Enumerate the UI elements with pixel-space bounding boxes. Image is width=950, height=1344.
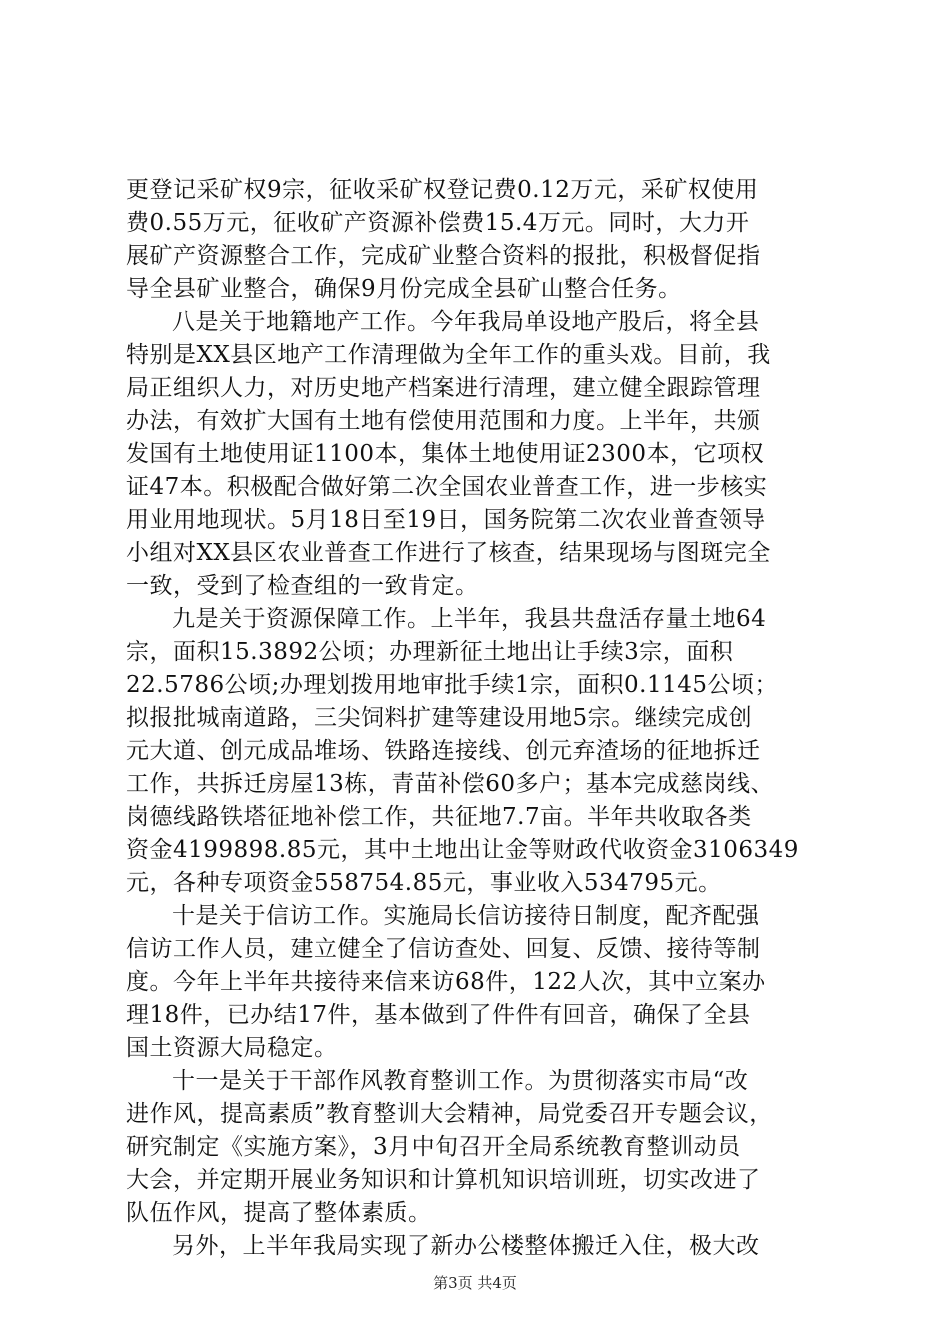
text-line: 九是关于资源保障工作。上半年，我县共盘活存量土地64 — [172, 606, 767, 632]
page-footer: 第3页 共4页 — [433, 1274, 517, 1292]
text-line: 局正组织人力，对历史地产档案进行清理，建立健全跟踪管理 — [126, 375, 761, 401]
text-line: 八是关于地籍地产工作。今年我局单设地产股后，将全县 — [172, 309, 760, 335]
text-line: 岗德线路铁塔征地补偿工作，共征地7.7亩。半年共收取各类 — [126, 804, 752, 830]
text-line: 进作风，提高素质”教育整训大会精神，局党委召开专题会议， — [126, 1101, 773, 1127]
text-line: 十一是关于干部作风教育整训工作。为贯彻落实市局“改 — [172, 1068, 749, 1094]
text-line: 一致，受到了检查组的一致肯定。 — [126, 573, 479, 599]
text-line: 信访工作人员，建立健全了信访查处、回复、反馈、接待等制 — [126, 936, 761, 962]
text-line: 工作，共拆迁房屋13栋，青苗补偿60多户；基本完成慈岗线、 — [126, 771, 775, 797]
text-line: 小组对XX县区农业普查工作进行了核查，结果现场与图斑完全 — [126, 540, 771, 566]
text-line: 另外，上半年我局实现了新办公楼整体搬迁入住，极大改 — [172, 1233, 760, 1259]
text-line: 理18件，已办结17件，基本做到了件件有回音，确保了全县 — [126, 1002, 751, 1028]
text-line: 宗，面积15.3892公顷；办理新征土地出让手续3宗，面积 — [126, 639, 734, 665]
text-line: 更登记采矿权9宗，征收采矿权登记费0.12万元，采矿权使用 — [126, 177, 759, 203]
text-line: 22.5786公顷;办理划拨用地审批手续1宗，面积0.1145公顷； — [126, 672, 778, 698]
text-line: 队伍作风，提高了整体素质。 — [126, 1200, 432, 1226]
text-line: 研究制定《实施方案》，3月中旬召开全局系统教育整训动员 — [126, 1134, 741, 1160]
text-line: 国土资源大局稳定。 — [126, 1035, 338, 1061]
text-line: 度。今年上半年共接待来信来访68件，122人次，其中立案办 — [126, 969, 766, 995]
text-line: 发国有土地使用证1100本，集体土地使用证2300本，它项权 — [126, 441, 765, 467]
text-line: 大会，并定期开展业务知识和计算机知识培训班，切实改进了 — [126, 1167, 761, 1193]
text-line: 用业用地现状。5月18日至19日，国务院第二次农业普查领导 — [126, 507, 766, 533]
text-line: 办法，有效扩大国有土地有偿使用范围和力度。上半年，共颁 — [126, 408, 761, 434]
text-line: 费0.55万元，征收矿产资源补偿费15.4万元。同时，大力开 — [126, 210, 750, 236]
text-line: 展矿产资源整合工作，完成矿业整合资料的报批，积极督促指 — [126, 243, 761, 269]
text-line: 特别是XX县区地产工作清理做为全年工作的重头戏。目前，我 — [126, 342, 771, 368]
text-line: 资金4199898.85元，其中土地出让金等财政代收资金3106349 — [126, 837, 799, 863]
text-line: 拟报批城南道路，三尖饲料扩建等建设用地5宗。继续完成创 — [126, 705, 753, 731]
text-line: 证47本。积极配合做好第二次全国农业普查工作，进一步核实 — [126, 474, 768, 500]
text-line: 导全县矿业整合，确保9月份完成全县矿山整合任务。 — [126, 276, 682, 302]
text-line: 元，各种专项资金558754.85元，事业收入534795元。 — [126, 870, 722, 896]
text-line: 元大道、创元成品堆场、铁路连接线、创元弃渣场的征地拆迁 — [126, 738, 761, 764]
text-line: 十是关于信访工作。实施局长信访接待日制度，配齐配强 — [172, 903, 760, 929]
